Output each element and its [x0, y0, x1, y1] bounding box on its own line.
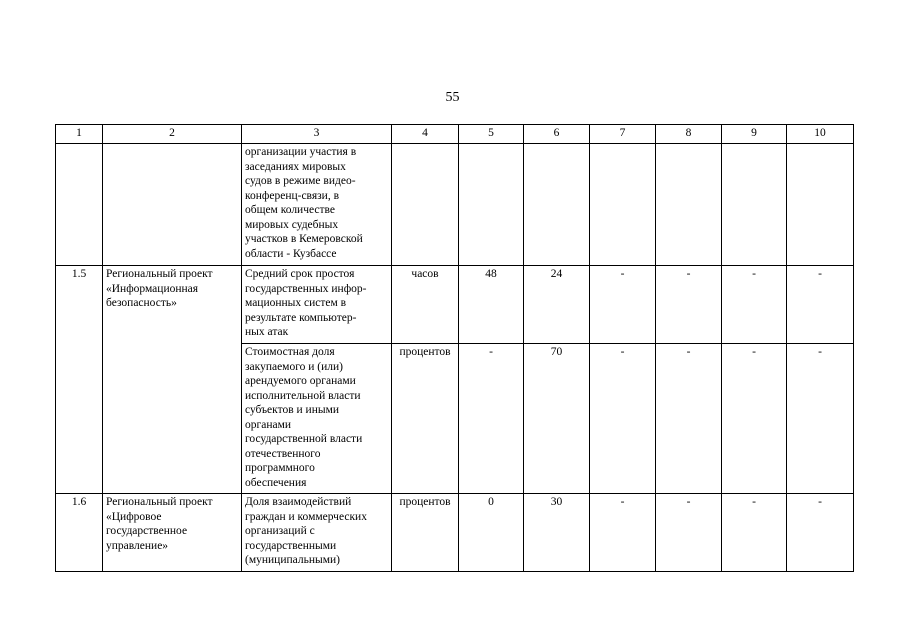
value-cell: - [787, 494, 854, 572]
indicator-cell: Средний срок простоя государственных инфор- мационных систем в результате компьютер- ных атак [242, 266, 392, 344]
col-header: 10 [787, 125, 854, 144]
col-header: 7 [590, 125, 656, 144]
col-header: 3 [242, 125, 392, 144]
col-header: 1 [56, 125, 103, 144]
project-cell: Региональный проект «Информационная безопасность» [103, 266, 242, 494]
table-row [56, 144, 854, 266]
row-number: 1.6 [56, 494, 103, 572]
col-header: 6 [524, 125, 590, 144]
col-header: 5 [459, 125, 524, 144]
value-cell: - [459, 344, 524, 494]
unit-cell: процентов [392, 494, 459, 572]
indicator-cell: организации участия в заседаниях мировых судов в режиме видео- конференц-связи, в общем количестве мировых судебных участков в Кемеровской области - Кузбассе [242, 144, 392, 266]
value-cell: - [590, 344, 656, 494]
value-cell: - [656, 344, 722, 494]
value-cell: - [656, 266, 722, 344]
value-cell: - [787, 266, 854, 344]
project-cell: Региональный проект «Цифровое государственное управление» [103, 494, 242, 572]
indicators-table [55, 124, 854, 572]
value-cell: - [656, 494, 722, 572]
value-cell: - [787, 344, 854, 494]
value-cell: 0 [459, 494, 524, 572]
unit-cell: часов [392, 266, 459, 344]
value-cell: - [590, 266, 656, 344]
value-cell: 48 [459, 266, 524, 344]
value-cell: 30 [524, 494, 590, 572]
value-cell: - [722, 266, 787, 344]
indicator-cell: Стоимостная доля закупаемого и (или) арендуемого органами исполнительной власти субъектов и иными органами государственной власти отечественного программного обеспечения [242, 344, 392, 494]
column-number-row [56, 125, 854, 144]
col-header: 8 [656, 125, 722, 144]
value-cell: 70 [524, 344, 590, 494]
value-cell: - [722, 494, 787, 572]
table-row [56, 266, 854, 344]
value-cell: 24 [524, 266, 590, 344]
col-header: 4 [392, 125, 459, 144]
row-number: 1.5 [56, 266, 103, 494]
page-number: 55 [445, 90, 460, 105]
value-cell: - [722, 344, 787, 494]
unit-cell: процентов [392, 344, 459, 494]
table-row [56, 494, 854, 572]
col-header: 2 [103, 125, 242, 144]
col-header: 9 [722, 125, 787, 144]
value-cell: - [590, 494, 656, 572]
indicator-cell: Доля взаимодействий граждан и коммерческих организаций с государственными (муниципальными) [242, 494, 392, 572]
